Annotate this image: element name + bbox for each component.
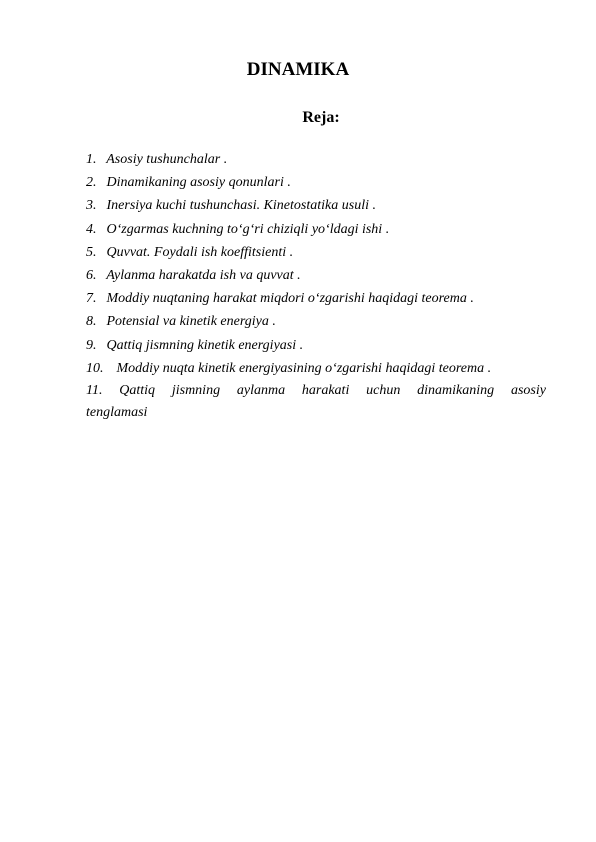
plan-item-text: Quvvat. Foydali ish koeffitsienti . <box>106 244 294 260</box>
plan-item-1 <box>86 148 546 171</box>
plan-item-number: 5. <box>86 244 97 260</box>
plan-item-justified-line <box>86 380 546 402</box>
plan-item-number: 11. <box>86 382 103 398</box>
plan-item-10 <box>86 357 546 380</box>
plan-item-text: Moddiy nuqtaning harakat miqdori o‘zgarishi haqidagi teorema . <box>106 291 474 307</box>
plan-item-text: Dinamikaning asosiy qonunlari . <box>106 175 291 191</box>
plan-item-text: Potensial va kinetik energiya . <box>106 314 276 330</box>
plan-item-text: Asosiy tushunchalar . <box>106 152 228 167</box>
plan-item-7 <box>86 287 546 310</box>
plan-item-text: Moddiy nuqta kinetik energiyasining o‘zgarishi haqidagi teorema . <box>116 360 492 376</box>
plan-item-continuation: tenglamasi <box>86 404 148 420</box>
plan-heading: Reja: <box>302 109 340 126</box>
plan-item-8 <box>86 310 546 333</box>
plan-item-number: 10. <box>86 360 104 376</box>
plan-item-text: Aylanma harakatda ish va quvvat . <box>106 267 301 283</box>
plan-item-4 <box>86 218 546 241</box>
plan-item-word: harakati <box>301 382 350 398</box>
plan-item-text: Inersiya kuchi tushunchasi. Kinetostatika usuli . <box>106 198 376 214</box>
plan-item-2 <box>86 171 546 194</box>
plan-item-3 <box>86 194 546 217</box>
plan-item-9 <box>86 334 546 357</box>
plan-item-word: asosiy <box>510 382 546 398</box>
plan-item-number: 7. <box>86 291 97 307</box>
plan-item-5 <box>86 241 546 264</box>
plan-item-number: 6. <box>86 267 97 283</box>
plan-item-number: 9. <box>86 337 97 353</box>
plan-item-word: Qattiq <box>119 382 156 398</box>
plan-item-11 <box>86 380 546 424</box>
plan-item-word: uchun <box>366 382 401 398</box>
plan-list <box>86 148 546 424</box>
plan-item-number: 3. <box>86 198 97 214</box>
plan-item-word: dinamikaning <box>417 382 495 398</box>
plan-item-text: O‘zgarmas kuchning to‘g‘ri chiziqli yo‘ldagi ishi . <box>106 221 390 237</box>
plan-item-number: 2. <box>86 175 97 191</box>
plan-item-number: 4. <box>86 221 97 237</box>
page-title: DINAMIKA <box>246 59 350 80</box>
plan-item-number: 8. <box>86 314 97 330</box>
plan-item-word: aylanma <box>236 382 286 398</box>
plan-item-number: 1. <box>86 152 97 167</box>
plan-item-word: jismning <box>171 382 221 398</box>
plan-item-text: Qattiq jismning kinetik energiyasi . <box>106 337 304 353</box>
plan-item-6 <box>86 264 546 287</box>
